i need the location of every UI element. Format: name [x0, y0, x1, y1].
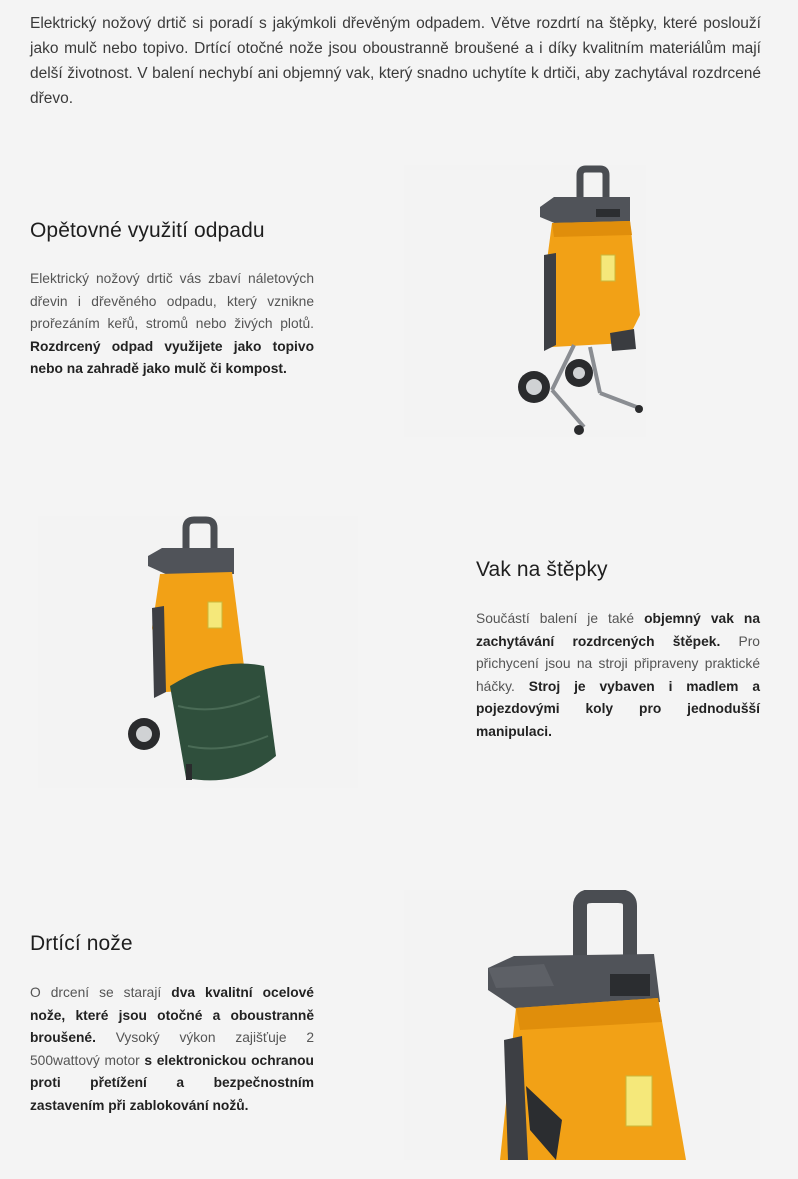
blades-text-2: Vysoký výkon zajišťuje 2 500wattový motor [30, 1030, 314, 1068]
garden-shredder-icon [404, 165, 646, 437]
bag-text-bold-1: objemný vak na zachytávání rozdrcených štěpek. [476, 611, 760, 649]
reuse-text: Elektrický nožový drtič vás zbaví náletových dřevin i dřevěného odpadu, který vznikne prořezáním keřů, stromů nebo živých plotů. [30, 271, 314, 331]
blades-text-1: O drcení se starají [30, 985, 172, 1000]
garden-shredder-closeup-icon [404, 890, 760, 1160]
section-paragraph-blades [30, 982, 314, 1117]
shredder-closeup-image [404, 890, 760, 1160]
bag-text-bold-2: Stroj je vybaven i madlem a pojezdovými koly pro jednodušší manipulaci. [476, 678, 760, 739]
bag-text-1: Součástí balení je také [476, 611, 645, 626]
section-paragraph-reuse [30, 268, 314, 381]
blades-text-bold-1: dva kvalitní ocelové nože, které jsou otočné a oboustranně broušené. [30, 985, 314, 1045]
shredder-bag-image [38, 516, 358, 788]
section-title-reuse: Opětovné využití odpadu [30, 219, 265, 242]
bag-text-2: Pro přichycení jsou na stroji připraveny praktické háčky. [476, 633, 760, 694]
garden-shredder-with-bag-icon [38, 516, 358, 788]
intro-paragraph: Elektrický nožový drtič si poradí s jakýmkoli dřevěným odpadem. Větve rozdrtí na štěpky, které poslouží jako mulč nebo topivo. Drtící otočné nože jsou oboustranně broušené a i díky kvalitním materiálům mají delší životnost. V balení nechybí ani objemný vak, který snadno uchytíte k drtiči, aby zachytával rozdrcené dřevo. [30, 15, 761, 107]
reuse-text-bold: Rozdrcený odpad využijete jako topivo nebo na zahradě jako mulč či kompost. [30, 338, 314, 376]
blades-text-bold-2: s elektronickou ochranou proti přetížení a bezpečnostním zastavením při zablokování nožů. [30, 1052, 314, 1113]
section-title-blades: Drtící nože [30, 932, 133, 955]
section-paragraph-bag [476, 608, 760, 743]
shredder-stand-image [404, 165, 646, 437]
section-title-bag: Vak na štěpky [476, 558, 608, 581]
